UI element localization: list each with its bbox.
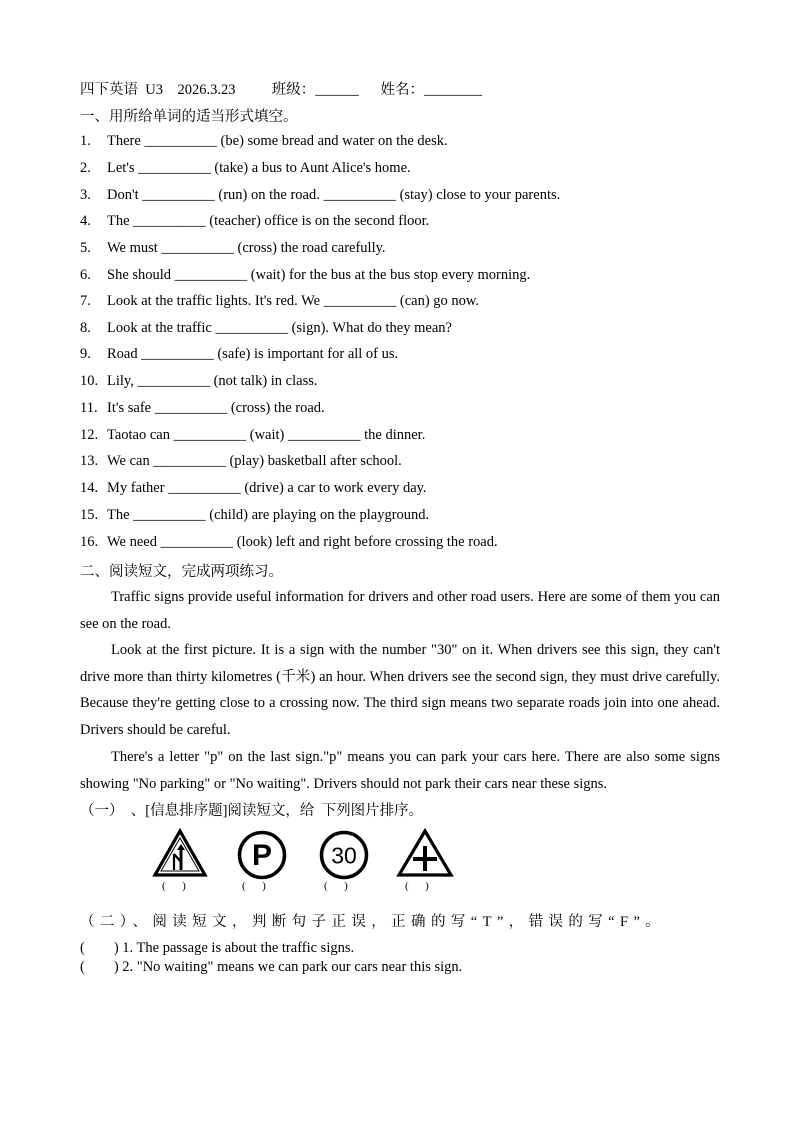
tf-question xyxy=(80,940,354,957)
passage-paragraph xyxy=(80,584,720,637)
question-number: 10. xyxy=(80,373,99,389)
answer-bracket: ( ) xyxy=(324,880,348,892)
question-text: The __________ (teacher) office is on the second floor. xyxy=(107,213,430,229)
question-text: We must __________ (cross) the road carefully. xyxy=(107,240,386,256)
worksheet-header xyxy=(80,78,482,99)
question-text: Let's __________ (take) a bus to Aunt Alice's home. xyxy=(107,160,411,176)
date-label: 2026.3.23 xyxy=(177,82,236,98)
question-item xyxy=(80,213,429,230)
paragraph-text: There's a letter "p" on the last sign."p" means you can park your cars here. There are also some signs showing "No parking" or "No waiting". Drivers should not park their cars near these signs. xyxy=(80,749,720,792)
question-number: 5. xyxy=(80,240,91,256)
question-number: 14. xyxy=(80,480,99,496)
section2-title: 二、阅读短文，完成两项练习。 xyxy=(80,564,283,580)
question-text: Look at the traffic __________ (sign). What do they mean? xyxy=(107,320,452,336)
question-number: 11. xyxy=(80,400,98,416)
question-number: 9. xyxy=(80,346,91,362)
passage-paragraph xyxy=(80,637,720,743)
tf-text: 2. "No waiting" means we can park our cars near this sign. xyxy=(122,959,463,975)
question-text: The __________ (child) are playing on the playground. xyxy=(107,507,430,523)
question-item xyxy=(80,320,452,337)
course-title: 四下英语 xyxy=(80,82,138,98)
question-item xyxy=(80,293,479,310)
part2-title: （二）、阅读短文，判断句子正误，正确的写“T”，错误的写“F”。 xyxy=(80,914,666,930)
unit-label: U3 xyxy=(145,82,163,98)
answer-bracket: ( ) xyxy=(242,880,266,892)
crossroads-sign-icon xyxy=(396,828,454,878)
tf-bracket: ( ) xyxy=(80,959,119,975)
question-number: 4. xyxy=(80,213,91,229)
question-item xyxy=(80,400,325,417)
question-number: 7. xyxy=(80,293,91,309)
parking-sign-icon xyxy=(236,830,288,880)
question-text: We can __________ (play) basketball after school. xyxy=(107,453,402,469)
part1-title: （一） 、[信息排序题]阅读短文，给 下列图片排序。 xyxy=(80,803,424,819)
class-field: 班级：______ xyxy=(271,82,359,98)
svg-text:30: 30 xyxy=(331,842,357,869)
question-item xyxy=(80,480,427,497)
question-text: It's safe __________ (cross) the road. xyxy=(107,400,325,416)
question-text: There __________ (be) some bread and water on the desk. xyxy=(107,133,448,149)
question-item xyxy=(80,373,318,390)
question-text: Road __________ (safe) is important for all of us. xyxy=(107,346,399,362)
question-number: 1. xyxy=(80,133,91,149)
question-item xyxy=(80,427,425,444)
tf-question xyxy=(80,959,462,976)
question-item xyxy=(80,507,429,524)
paragraph-text: Traffic signs provide useful information for drivers and other road users. Here are some of them you can see on the road. xyxy=(80,589,720,632)
tf-bracket: ( ) xyxy=(80,940,119,956)
question-number: 8. xyxy=(80,320,91,336)
question-text: Taotao can __________ (wait) __________ the dinner. xyxy=(107,427,426,443)
merge-road-sign-icon xyxy=(152,828,208,878)
question-item xyxy=(80,346,398,363)
traffic-signs-row xyxy=(152,828,452,898)
answer-bracket: ( ) xyxy=(162,880,186,892)
question-text: Lily, __________ (not talk) in class. xyxy=(107,373,318,389)
svg-text:P: P xyxy=(251,839,273,872)
section1-title: 一、用所给单词的适当形式填空。 xyxy=(80,109,298,125)
answer-bracket: ( ) xyxy=(405,880,429,892)
question-text: We need __________ (look) left and right before crossing the road. xyxy=(107,534,498,550)
speed-limit-sign-icon xyxy=(318,830,370,880)
question-text: Look at the traffic lights. It's red. We __________ (can) go now. xyxy=(107,293,480,309)
question-item xyxy=(80,240,386,257)
question-number: 2. xyxy=(80,160,91,176)
question-number: 12. xyxy=(80,427,99,443)
question-item xyxy=(80,187,560,204)
question-item xyxy=(80,534,498,551)
question-number: 3. xyxy=(80,187,91,203)
question-item xyxy=(80,453,402,470)
question-number: 13. xyxy=(80,453,99,469)
question-item xyxy=(80,267,530,284)
question-item xyxy=(80,160,411,177)
question-text: Don't __________ (run) on the road. __________ (stay) close to your parents. xyxy=(107,187,561,203)
passage-paragraph xyxy=(80,744,720,797)
question-text: My father __________ (drive) a car to work every day. xyxy=(107,480,427,496)
question-number: 16. xyxy=(80,534,99,550)
question-text: She should __________ (wait) for the bus at the bus stop every morning. xyxy=(107,267,531,283)
question-item xyxy=(80,133,448,150)
paragraph-text: Look at the first picture. It is a sign with the number "30" on it. When drivers see this sign, they can't drive more than thirty kilometres (千米) an hour. When drivers see the second sign, they must drive carefully. Because they're getting close to a crossing now. The third sign means two separate roads join into one ahead. Drivers should be careful. xyxy=(80,642,720,738)
tf-text: 1. The passage is about the traffic signs. xyxy=(122,940,355,956)
name-field: 姓名：________ xyxy=(380,82,482,98)
question-number: 6. xyxy=(80,267,91,283)
question-number: 15. xyxy=(80,507,99,523)
